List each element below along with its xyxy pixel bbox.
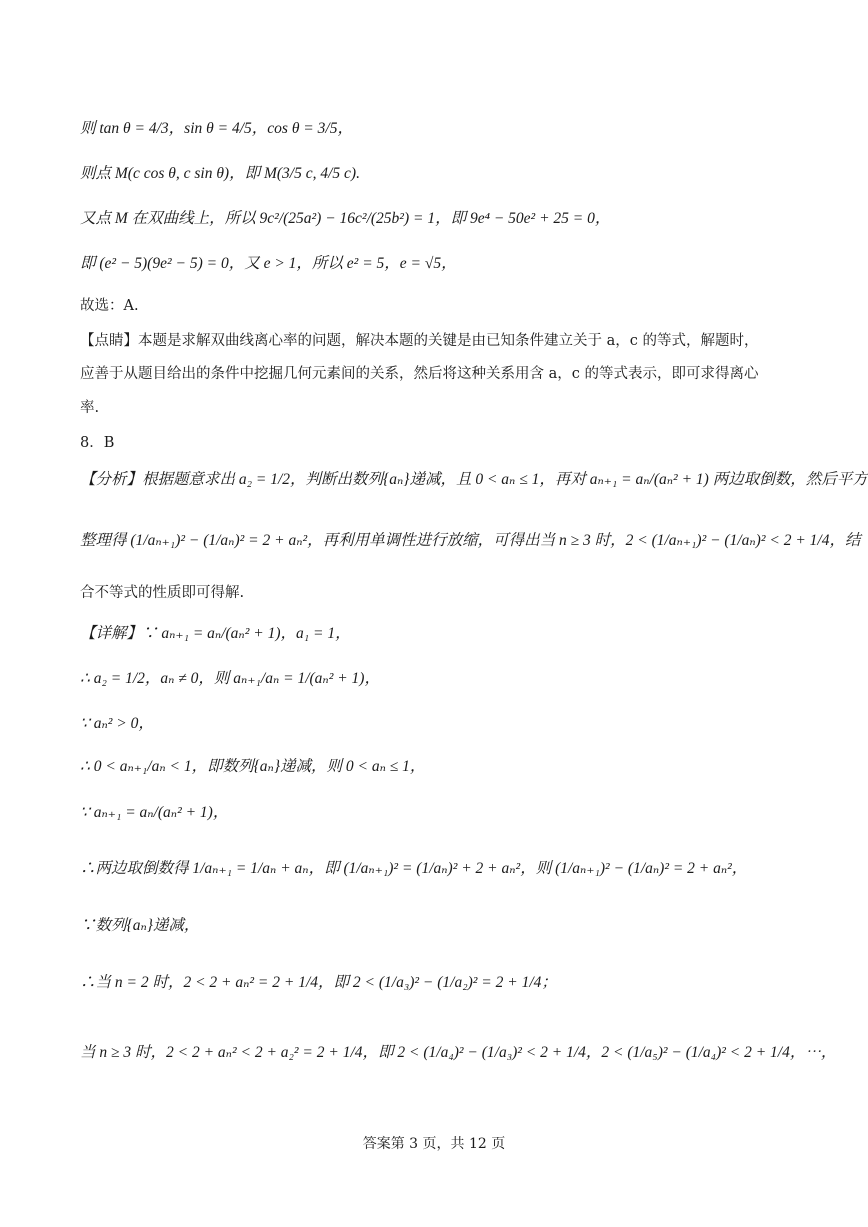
analysis-line-2: 整理得 (1/aₙ₊₁)² − (1/aₙ)² = 2 + aₙ²，再利用单调性进行放缩，可得出当 n ≥ 3 时，2 < (1/aₙ₊₁)² − (1/aₙ)² < 2 + 1/4，结 (80, 532, 861, 549)
detail-line-5: ∵ aₙ₊₁ = aₙ/(aₙ² + 1)， (80, 804, 229, 821)
detail-line-7: ∵数列{aₙ}递减， (80, 917, 200, 934)
question-number: 8．B (80, 435, 115, 451)
detail-line-6: ∴两边取倒数得 1/aₙ₊₁ = 1/aₙ + aₙ，即 (1/aₙ₊₁)² = (1/aₙ)² + 2 + aₙ²，则 (1/aₙ₊₁)² − (1/aₙ)² = 2 + aₙ²， (80, 860, 748, 877)
detail-line-4: ∴ 0 < aₙ₊₁/aₙ < 1，即数列{aₙ}递减，则 0 < aₙ ≤ 1， (80, 758, 426, 775)
text-line-7: 应善于从题目给出的条件中挖掘几何元素间的关系，然后将这种关系用含 a，c 的等式表示，即可求得离心 (80, 366, 759, 382)
detail-line-2: ∴ a₂ = 1/2，aₙ ≠ 0，则 aₙ₊₁/aₙ = 1/(aₙ² + 1)， (80, 670, 380, 687)
analysis-line-3: 合不等式的性质即可得解. (80, 585, 245, 601)
detail-line-1: 【详解】∵ aₙ₊₁ = aₙ/(aₙ² + 1)，a₁ = 1， (80, 625, 351, 642)
text-line-3: 又点 M 在双曲线上，所以 9c²/(25a²) − 16c²/(25b²) = 1，即 9e⁴ − 50e² + 25 = 0， (80, 210, 611, 227)
text-line-8: 率. (80, 400, 100, 416)
detail-line-3: ∵ aₙ² > 0， (80, 715, 154, 732)
analysis-line-1: 【分析】根据题意求出 a₂ = 1/2，判断出数列{aₙ}递减，且 0 < aₙ ≤ 1，再对 aₙ₊₁ = aₙ/(aₙ² + 1) 两边取倒数，然后平方 (80, 471, 868, 488)
text-line-4: 即 (e² − 5)(9e² − 5) = 0，又 e > 1，所以 e² = 5，e = √5， (80, 255, 457, 272)
detail-line-8: ∴当 n = 2 时，2 < 2 + aₙ² = 2 + 1/4，即 2 < (1/a₃)² − (1/a₂)² = 2 + 1/4； (80, 974, 557, 991)
detail-line-9: 当 n ≥ 3 时，2 < 2 + aₙ² < 2 + a₂² = 2 + 1/4，即 2 < (1/a₄)² − (1/a₃)² < 2 + 1/4，2 < (1/a₅)² − (1/a₄)² < 2 + 1/4，⋯， (80, 1044, 837, 1061)
text-line-2: 则点 M(c cos θ, c sin θ)，即 M(3/5 c, 4/5 c). (80, 165, 360, 182)
text-line-1: 则 tan θ = 4/3，sin θ = 4/5，cos θ = 3/5， (80, 120, 353, 137)
page-footer: 答案第 3 页，共 12 页 (362, 1136, 506, 1152)
text-line-6: 【点睛】本题是求解双曲线离心率的问题，解决本题的关键是由已知条件建立关于 a，c 的等式，解题时， (80, 333, 759, 349)
text-line-5: 故选：A. (80, 298, 139, 314)
